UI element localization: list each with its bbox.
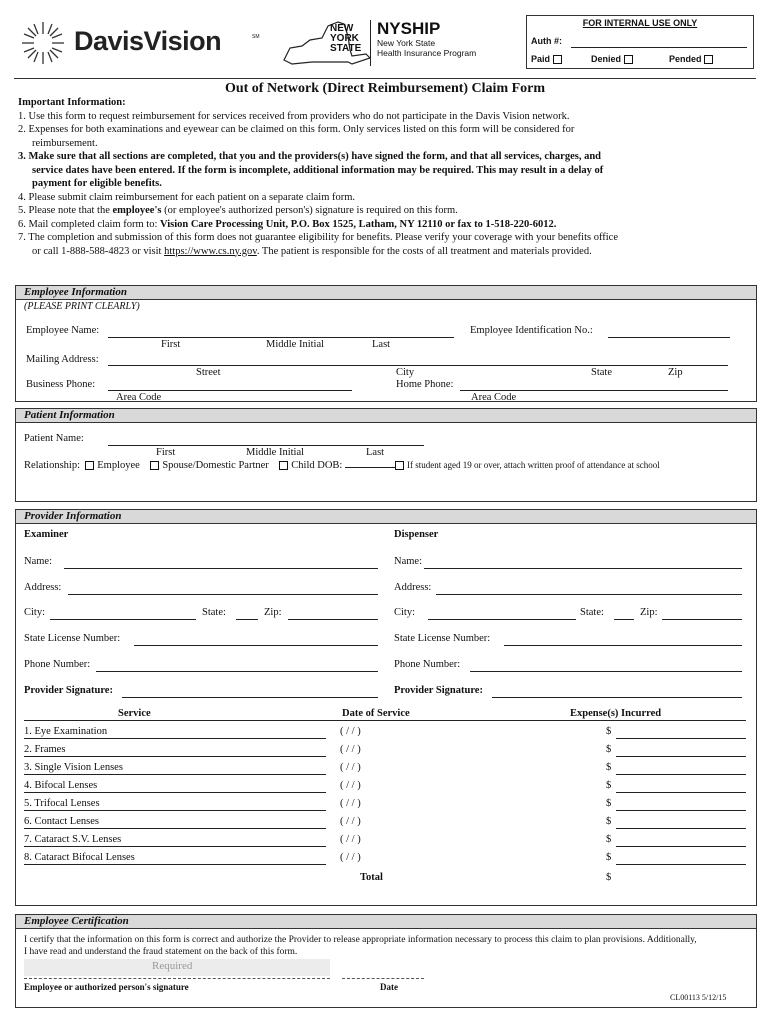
info-item-3c: payment for eligible benefits. xyxy=(32,178,162,189)
certification-section xyxy=(15,914,757,1008)
dispenser-zip-label: Zip: xyxy=(640,607,658,618)
date-dashed-line[interactable] xyxy=(342,978,424,979)
dispenser-signature-label: Provider Signature: xyxy=(394,685,483,696)
student-note: If student aged 19 or over, attach written proof of attendance at school xyxy=(406,460,660,470)
service-row-rule xyxy=(24,810,326,811)
ny-line-1: NEW xyxy=(330,23,354,34)
denied-label xyxy=(591,54,636,64)
table-header-rule xyxy=(24,720,746,721)
home-phone-label: Home Phone: xyxy=(396,379,454,390)
denied-text: Denied xyxy=(591,54,622,64)
employee-heading: Employee Information xyxy=(16,286,756,300)
service-date-field[interactable]: ( / / ) xyxy=(340,852,361,863)
spouse-checkbox[interactable] xyxy=(150,461,159,470)
service-dollar: $ xyxy=(606,762,612,773)
service-label: 8. Cataract Bifocal Lenses xyxy=(24,852,135,863)
service-dollar: $ xyxy=(606,780,612,791)
employee-id-label: Employee Identification No.: xyxy=(470,325,593,336)
service-date-field[interactable]: ( / / ) xyxy=(340,762,361,773)
service-expense-field[interactable] xyxy=(616,774,746,775)
important-heading: Important Information: xyxy=(18,97,126,108)
examiner-state-label: State: xyxy=(202,607,226,618)
nyship-title: NYSHIP xyxy=(377,19,441,38)
dispenser-state-field[interactable] xyxy=(614,619,634,620)
signature-label: Employee or authorized person's signature xyxy=(24,982,189,992)
davis-starburst-icon xyxy=(20,20,66,66)
info-item-6 xyxy=(18,218,758,232)
examiner-phone-field[interactable] xyxy=(96,671,378,672)
dispenser-name-label: Name: xyxy=(394,556,422,567)
ny-line-3: STATE xyxy=(330,43,362,54)
relationship-row xyxy=(24,460,660,471)
form-title: Out of Network (Direct Reimbursement) Claim Form xyxy=(224,81,546,96)
service-row-rule xyxy=(24,756,326,757)
relationship-label: Relationship: xyxy=(24,460,80,471)
info-item-7: 7. The completion and submission of this form does not guarantee eligibility for benefits. Please verify your coverage with your benefits office xyxy=(18,232,619,243)
dispenser-heading: Dispenser xyxy=(394,529,439,540)
auth-label: Auth #: xyxy=(531,36,562,46)
patient-name-label: Patient Name: xyxy=(24,433,84,444)
info-item-6a: 6. Mail completed claim form to: xyxy=(18,218,161,230)
cert-text-1: I certify that the information on this form is correct and authorize the Provider to release appropriate information necessary to process this claim to plan provisions. Additionally, xyxy=(24,935,697,945)
service-row-rule xyxy=(24,846,326,847)
examiner-zip-label: Zip: xyxy=(264,607,282,618)
total-dollar: $ xyxy=(606,872,612,883)
internal-use-box xyxy=(526,15,754,69)
dispenser-address-label: Address: xyxy=(394,582,432,593)
col-service: Service xyxy=(118,708,151,719)
state-hint: State xyxy=(591,367,612,378)
patient-heading: Patient Information xyxy=(16,409,756,423)
ny-state-text xyxy=(330,24,361,54)
auth-line[interactable] xyxy=(571,47,747,48)
dispenser-address-field[interactable] xyxy=(436,594,742,595)
service-expense-field[interactable] xyxy=(616,864,746,865)
info-item-3: 3. Make sure that all sections are completed, that you and the providers(s) have signed the form, and that all services, charges, and xyxy=(18,151,602,162)
internal-use-title: FOR INTERNAL USE ONLY xyxy=(582,18,698,28)
examiner-heading: Examiner xyxy=(24,529,69,540)
form-code: CL00113 5/12/15 xyxy=(670,993,727,1002)
dispenser-license-field[interactable] xyxy=(504,645,742,646)
service-row-rule xyxy=(24,738,326,739)
examiner-address-label: Address: xyxy=(24,582,62,593)
examiner-phone-label: Phone Number: xyxy=(24,659,91,670)
info-item-5b: employee's xyxy=(112,205,162,216)
mailing-address-label: Mailing Address: xyxy=(26,354,99,365)
info-item-4: 4. Please submit claim reimbursement for each patient on a separate claim form. xyxy=(18,191,356,203)
service-dollar: $ xyxy=(606,852,612,863)
opt-spouse-label: Spouse/Domestic Partner xyxy=(162,460,269,471)
info-item-5c: (or employee's authorized person's) signature is required on this form. xyxy=(161,205,458,216)
pended-checkbox[interactable] xyxy=(704,55,713,64)
service-dollar: $ xyxy=(606,816,612,827)
city-hint: City xyxy=(396,367,415,378)
davis-wordmark: DavisVision xyxy=(74,26,222,56)
info-item-5 xyxy=(18,204,758,218)
zip-hint: Zip xyxy=(668,367,683,378)
employee-section xyxy=(15,285,757,402)
provider-heading: Provider Information xyxy=(16,510,756,524)
employee-id-field[interactable] xyxy=(608,337,730,338)
print-clearly: (PLEASE PRINT CLEARLY) xyxy=(24,301,140,312)
provider-section xyxy=(15,509,757,906)
paid-checkbox[interactable] xyxy=(553,55,562,64)
important-info xyxy=(18,96,758,258)
dispenser-signature-field[interactable] xyxy=(492,697,742,698)
service-date-field[interactable]: ( / / ) xyxy=(340,726,361,737)
dispenser-city-label: City: xyxy=(394,607,416,618)
ny-line-2: YORK xyxy=(330,33,359,44)
service-label: 4. Bifocal Lenses xyxy=(24,780,98,791)
dispenser-license-label: State License Number: xyxy=(394,633,491,644)
certification-heading: Employee Certification xyxy=(16,915,756,929)
service-dollar: $ xyxy=(606,726,612,737)
child-dob-field[interactable] xyxy=(345,467,395,468)
info-item-7d: . The patient is responsible for the costs of all treatment and materials provided. xyxy=(256,245,592,257)
date-label: Date xyxy=(380,982,398,992)
col-expense: Expense(s) Incurred xyxy=(570,708,662,719)
examiner-name-field[interactable] xyxy=(64,568,378,569)
examiner-name-label: Name: xyxy=(24,556,52,567)
dispenser-name-field[interactable] xyxy=(424,568,742,569)
employee-signature-field[interactable] xyxy=(24,959,330,976)
mailing-address-field[interactable] xyxy=(108,365,728,366)
total-label: Total xyxy=(360,872,383,883)
denied-checkbox[interactable] xyxy=(624,55,633,64)
service-row-rule xyxy=(24,864,326,865)
service-date-field[interactable]: ( / / ) xyxy=(340,816,361,827)
signature-required-placeholder: Required xyxy=(152,960,193,972)
business-area-hint: Area Code xyxy=(116,392,162,403)
service-date-field[interactable]: ( / / ) xyxy=(340,798,361,809)
paid-text: Paid xyxy=(531,54,551,64)
service-label: 6. Contact Lenses xyxy=(24,816,99,827)
examiner-signature-label: Provider Signature: xyxy=(24,685,113,696)
davis-vision-logo xyxy=(20,20,260,65)
examiner-city-label: City: xyxy=(24,607,46,618)
pat-middle-hint: Middle Initial xyxy=(246,447,305,458)
dispenser-phone-field[interactable] xyxy=(470,671,742,672)
pended-text: Pended xyxy=(669,54,702,64)
service-date-field[interactable]: ( / / ) xyxy=(340,744,361,755)
service-label: 3. Single Vision Lenses xyxy=(24,762,123,773)
signature-dashed-line xyxy=(24,978,330,979)
service-date-field[interactable]: ( / / ) xyxy=(340,834,361,845)
info-item-7c: or call 1-888-588-4823 or visit xyxy=(32,245,165,257)
col-date: Date of Service xyxy=(342,708,410,719)
pat-first-hint: First xyxy=(156,447,176,458)
service-label: 5. Trifocal Lenses xyxy=(24,798,100,809)
cert-text-2: I have read and understand the fraud statement on the back of this form. xyxy=(24,947,298,957)
student-checkbox[interactable] xyxy=(395,461,404,470)
employee-checkbox[interactable] xyxy=(85,461,94,470)
info-item-7b xyxy=(18,245,758,259)
patient-section xyxy=(15,408,757,502)
service-expense-field[interactable] xyxy=(616,846,746,847)
info-item-2: 2. Expenses for both examinations and eyewear can be claimed on this form. Only services listed on this form will be considered for xyxy=(18,124,575,135)
ny-state-logo xyxy=(282,20,372,66)
emp-first-hint: First xyxy=(161,339,181,350)
nyship-sub1: New York State xyxy=(377,38,436,48)
pended-label xyxy=(669,54,716,64)
service-dollar: $ xyxy=(606,744,612,755)
business-phone-label: Business Phone: xyxy=(26,379,96,390)
emp-middle-hint: Middle Initial xyxy=(266,339,325,350)
examiner-zip-field[interactable] xyxy=(288,619,378,620)
service-row-rule xyxy=(24,792,326,793)
service-dollar: $ xyxy=(606,834,612,845)
child-checkbox[interactable] xyxy=(279,461,288,470)
examiner-address-field[interactable] xyxy=(68,594,378,595)
street-hint: Street xyxy=(196,367,221,378)
service-expense-field[interactable] xyxy=(616,792,746,793)
service-expense-field[interactable] xyxy=(616,810,746,811)
examiner-license-label: State License Number: xyxy=(24,633,121,644)
nyship-logo xyxy=(370,20,507,66)
service-dollar: $ xyxy=(606,798,612,809)
info-item-1: 1. Use this form to request reimbursement for services received from providers who do not participate in the Davis Vision network. xyxy=(18,110,570,122)
service-expense-field[interactable] xyxy=(616,738,746,739)
info-item-6b: Vision Care Processing Unit, P.O. Box 1525, Latham, NY 12110 or fax to 1-518-220-6012. xyxy=(160,218,557,230)
home-area-hint: Area Code xyxy=(471,392,517,403)
examiner-state-field[interactable] xyxy=(236,619,258,620)
opt-child-label: Child DOB: xyxy=(291,460,343,471)
dispenser-city-field[interactable] xyxy=(428,619,576,620)
patient-name-field[interactable] xyxy=(108,445,424,446)
service-date-field[interactable]: ( / / ) xyxy=(340,780,361,791)
home-phone-field[interactable] xyxy=(460,390,728,391)
opt-employee-label: Employee xyxy=(97,460,140,471)
emp-last-hint: Last xyxy=(372,339,391,350)
service-row-rule xyxy=(24,828,326,829)
info-item-3b: service dates have been entered. If the form is incomplete, additional information may be required. This may result in a delay of xyxy=(32,164,604,176)
examiner-signature-field[interactable] xyxy=(122,697,378,698)
service-expense-field[interactable] xyxy=(616,756,746,757)
info-item-2b: reimbursement. xyxy=(32,137,98,149)
service-label: 7. Cataract S.V. Lenses xyxy=(24,834,122,845)
paid-label xyxy=(531,54,565,64)
dispenser-phone-label: Phone Number: xyxy=(394,659,461,670)
service-row-rule xyxy=(24,774,326,775)
dispenser-state-label: State: xyxy=(580,607,604,618)
service-expense-field[interactable] xyxy=(616,828,746,829)
business-phone-field[interactable] xyxy=(108,390,352,391)
nyship-sub2: Health Insurance Program xyxy=(377,48,477,58)
pat-last-hint: Last xyxy=(366,447,385,458)
examiner-city-field[interactable] xyxy=(50,619,196,620)
info-item-5a: 5. Please note that the xyxy=(18,205,113,216)
examiner-license-field[interactable] xyxy=(134,645,378,646)
davis-sm-mark: SM xyxy=(252,34,260,40)
employee-name-field[interactable] xyxy=(108,337,454,338)
service-label: 2. Frames xyxy=(24,744,66,755)
dispenser-zip-field[interactable] xyxy=(662,619,742,620)
service-label: 1. Eye Examination xyxy=(24,726,108,737)
employee-name-label: Employee Name: xyxy=(26,325,100,336)
cs-ny-link[interactable]: https://www.cs.ny.gov xyxy=(164,245,257,257)
